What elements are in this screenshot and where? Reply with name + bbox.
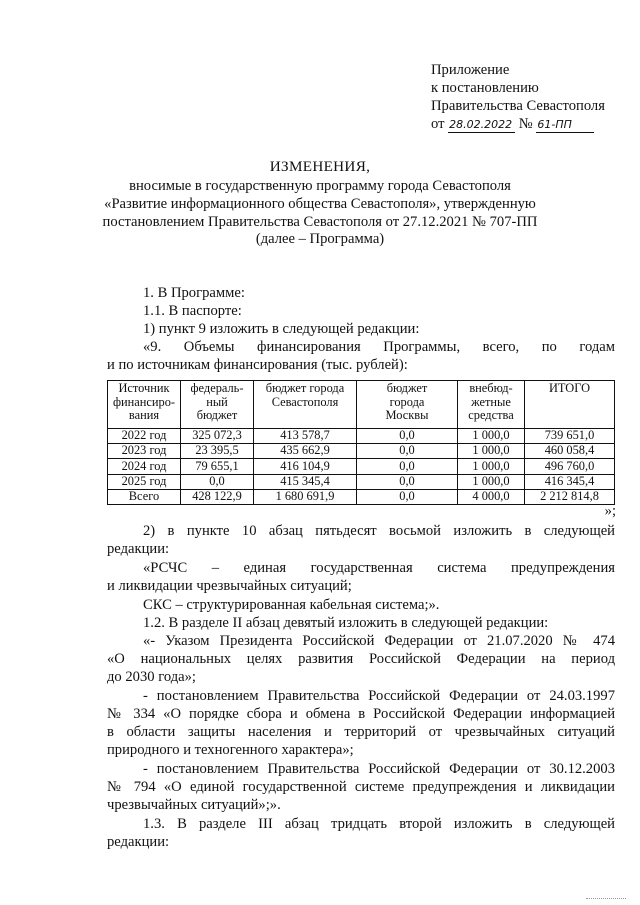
subtitle-line-1: вносимые в государственную программу города Севастополя [129, 178, 511, 194]
table-cell: 416 345,4 [525, 474, 615, 489]
para-decree-2-line-2: № 334 «О порядке сбора и обмена в Российской Федерации информацией [107, 706, 615, 722]
table-cell: 23 395,5 [181, 444, 254, 459]
header-extrabudget: внебюд- жетные средства [458, 381, 525, 429]
para-rschs-line-1: «РСЧС – единая государственная система предупреждения [143, 560, 615, 576]
table-row-total [108, 489, 615, 504]
para-decree-1-line-2: «О национальных целях развития Российской Федерации на период [107, 651, 615, 667]
table-cell: 739 651,0 [525, 429, 615, 444]
financing-table [107, 380, 615, 505]
header-federal: федераль- ный бюджет [181, 381, 254, 429]
table-header-row [108, 381, 615, 429]
appendix-date-line [431, 115, 605, 133]
subtitle-line-2: «Развитие информационного общества Севастополя», утвержденную [104, 195, 536, 212]
number-value: 61-ПП [536, 118, 594, 133]
quote-close-1: »; [604, 503, 616, 519]
para-decree-2-line-1: - постановлением Правительства Российской Федерации от 24.03.1997 [143, 688, 615, 704]
table-cell: 460 058,4 [525, 444, 615, 459]
para-decree-2-line-3: в области защиты населения и территорий от чрезвычайных ситуаций [107, 724, 615, 740]
para-decree-3-line-1: - постановлением Правительства Российской Федерации от 30.12.2003 [143, 761, 615, 777]
table-cell: 2024 год [108, 459, 181, 474]
appendix-line-1: Приложение [431, 62, 510, 78]
para-1-3-line-2: редакции: [107, 834, 170, 850]
header-source: Источник финансиро- вания [108, 381, 181, 429]
para-decree-1-line-3: до 2030 года»; [107, 669, 196, 685]
table-cell: 1 000,0 [458, 429, 525, 444]
table-cell: Всего [108, 489, 181, 504]
table-cell: 496 760,0 [525, 459, 615, 474]
number-prefix: № [518, 116, 533, 132]
para-sks: СКС – структурированная кабельная система;». [143, 597, 440, 613]
table-cell: 428 122,9 [181, 489, 254, 504]
appendix-line-3: Правительства Севастополя [431, 98, 605, 114]
header-sevastopol: бюджет города Севастополя [254, 381, 357, 429]
table-row [108, 474, 615, 489]
appendix-block [431, 61, 605, 133]
para-1-3-line-1: 1.3. В разделе III абзац тридцать второй изложить в следующей [143, 816, 615, 832]
table-cell: 1 000,0 [458, 444, 525, 459]
scan-artifact [586, 898, 626, 901]
document-subtitle [0, 178, 640, 249]
para-decree-2-line-4: природного и техногенного характера»; [107, 742, 354, 758]
table-row [108, 429, 615, 444]
para-item-2-line-2: редакции: [107, 541, 170, 557]
table-row [108, 444, 615, 459]
table-cell: 0,0 [181, 474, 254, 489]
para-decree-1-line-1: «- Указом Президента Российской Федерации от 21.07.2020 № 474 [143, 633, 615, 649]
table-cell: 0,0 [357, 429, 458, 444]
table-cell: 2022 год [108, 429, 181, 444]
table-cell: 415 345,4 [254, 474, 357, 489]
subtitle-line-3: постановлением Правительства Севастополя от 27.12.2021 № 707-ПП [102, 213, 538, 230]
table-cell: 0,0 [357, 444, 458, 459]
para-9-line-2: и по источникам финансирования (тыс. рублей): [107, 357, 408, 373]
table-cell: 4 000,0 [458, 489, 525, 504]
header-total: ИТОГО [525, 381, 615, 429]
table-cell: 1 000,0 [458, 474, 525, 489]
table-cell: 325 072,3 [181, 429, 254, 444]
table-cell: 1 680 691,9 [254, 489, 357, 504]
table-cell: 0,0 [357, 459, 458, 474]
para-decree-3-line-3: чрезвычайных ситуаций»;». [107, 797, 281, 813]
table-cell: 2023 год [108, 444, 181, 459]
document-title [0, 158, 640, 176]
para-item-1: 1) пункт 9 изложить в следующей редакции: [143, 321, 420, 337]
para-item-2-line-1: 2) в пункте 10 абзац пятьдесят восьмой изложить в следующей [143, 523, 615, 539]
table-cell: 0,0 [357, 489, 458, 504]
header-moscow: бюджет города Москвы [357, 381, 458, 429]
subtitle-line-4: (далее – Программа) [255, 231, 385, 248]
table-cell: 1 000,0 [458, 459, 525, 474]
table-cell: 2 212 814,8 [525, 489, 615, 504]
table-cell: 2025 год [108, 474, 181, 489]
table-cell: 0,0 [357, 474, 458, 489]
table-cell: 416 104,9 [254, 459, 357, 474]
para-9-line-1: «9. Объемы финансирования Программы, всего, по годам [143, 339, 615, 355]
table-cell: 413 578,7 [254, 429, 357, 444]
table-cell: 79 655,1 [181, 459, 254, 474]
title-heading: ИЗМЕНЕНИЯ, [269, 158, 371, 175]
para-decree-3-line-2: № 794 «О единой государственной системе предупреждения и ликвидации [107, 779, 615, 795]
para-rschs-line-2: и ликвидации чрезвычайных ситуаций; [107, 578, 352, 594]
para-1-1: 1.1. В паспорте: [143, 303, 242, 319]
date-value: 28.02.2022 [448, 118, 515, 133]
date-prefix: от [431, 116, 445, 132]
table-cell: 435 662,9 [254, 444, 357, 459]
para-1-2: 1.2. В разделе II абзац девятый изложить в следующей редакции: [143, 615, 549, 631]
para-1: 1. В Программе: [143, 285, 245, 301]
table-row [108, 459, 615, 474]
appendix-line-2: к постановлению [431, 80, 539, 96]
